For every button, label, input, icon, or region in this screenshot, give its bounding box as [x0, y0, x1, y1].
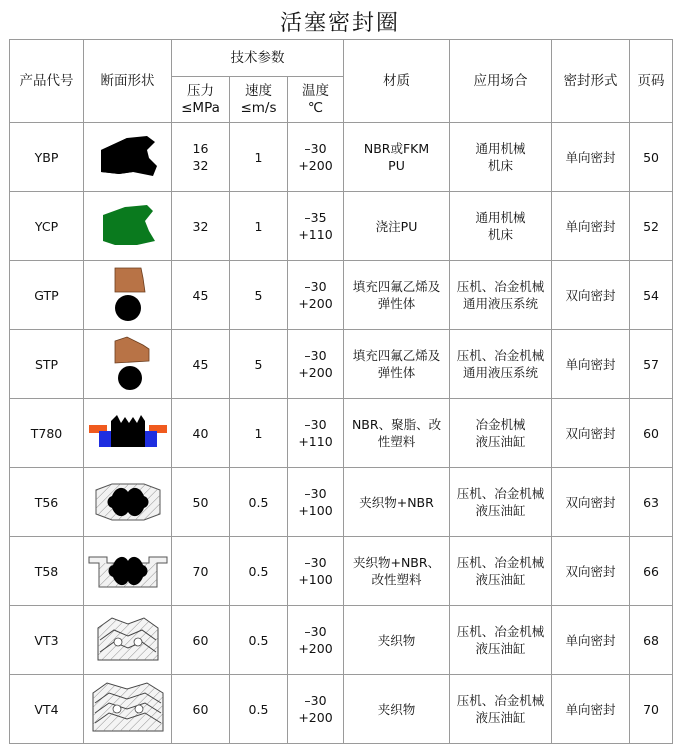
temp-cell: –30 +100 [288, 537, 344, 606]
table-row [10, 261, 673, 330]
product-code: VT4 [10, 675, 84, 744]
product-code: YBP [10, 123, 84, 192]
product-code: T56 [10, 468, 84, 537]
table-row [10, 123, 673, 192]
material-cell: NBR、聚脂、改 性塑料 [344, 399, 450, 468]
page-cell: 68 [630, 606, 673, 675]
page-cell: 54 [630, 261, 673, 330]
page-cell: 63 [630, 468, 673, 537]
stp-profile-icon [84, 330, 172, 399]
material-cell: 填充四氟乙烯及 弹性体 [344, 330, 450, 399]
speed-cell: 0.5 [230, 675, 288, 744]
product-code: GTP [10, 261, 84, 330]
header-page: 页码 [630, 40, 673, 123]
page-cell: 70 [630, 675, 673, 744]
application-cell: 通用机械 机床 [450, 123, 552, 192]
header-speed: 速度 ≤m/s [230, 77, 288, 123]
t56-profile-icon [84, 468, 172, 537]
header-pressure: 压力 ≤MPa [172, 77, 230, 123]
header-tech: 技术参数 [172, 40, 344, 77]
pressure-cell: 45 [172, 261, 230, 330]
table-row [10, 675, 673, 744]
vt3-profile-icon [84, 606, 172, 675]
pressure-cell: 32 [172, 192, 230, 261]
application-cell: 压机、冶金机械 液压油缸 [450, 468, 552, 537]
application-cell: 压机、冶金机械 通用液压系统 [450, 261, 552, 330]
pressure-cell: 45 [172, 330, 230, 399]
seal-type-cell: 双向密封 [552, 537, 630, 606]
application-cell: 冶金机械 液压油缸 [450, 399, 552, 468]
table-row [10, 192, 673, 261]
piston-seal-table [9, 39, 673, 744]
ycp-profile-icon [84, 192, 172, 261]
vt4-profile-icon [84, 675, 172, 744]
product-code: YCP [10, 192, 84, 261]
seal-type-cell: 单向密封 [552, 192, 630, 261]
application-cell: 压机、冶金机械 液压油缸 [450, 675, 552, 744]
speed-cell: 5 [230, 330, 288, 399]
temp-cell: –30 +200 [288, 261, 344, 330]
product-code: T58 [10, 537, 84, 606]
material-cell: 填充四氟乙烯及 弹性体 [344, 261, 450, 330]
t58-profile-icon [84, 537, 172, 606]
header-code: 产品代号 [10, 40, 84, 123]
page-cell: 60 [630, 399, 673, 468]
pressure-cell: 16 32 [172, 123, 230, 192]
product-code: STP [10, 330, 84, 399]
product-code: VT3 [10, 606, 84, 675]
seal-type-cell: 双向密封 [552, 399, 630, 468]
page-cell: 57 [630, 330, 673, 399]
pressure-cell: 40 [172, 399, 230, 468]
speed-cell: 0.5 [230, 468, 288, 537]
seal-type-cell: 单向密封 [552, 330, 630, 399]
pressure-cell: 70 [172, 537, 230, 606]
table-row [10, 468, 673, 537]
material-cell: 夹织物 [344, 675, 450, 744]
material-cell: NBR或FKM PU [344, 123, 450, 192]
speed-cell: 0.5 [230, 537, 288, 606]
application-cell: 压机、冶金机械 液压油缸 [450, 537, 552, 606]
application-cell: 通用机械 机床 [450, 192, 552, 261]
table-row [10, 606, 673, 675]
temp-cell: –30 +100 [288, 468, 344, 537]
application-cell: 压机、冶金机械 通用液压系统 [450, 330, 552, 399]
temp-cell: –30 +110 [288, 399, 344, 468]
material-cell: 夹织物+NBR、 改性塑料 [344, 537, 450, 606]
seal-type-cell: 单向密封 [552, 675, 630, 744]
seal-type-cell: 单向密封 [552, 123, 630, 192]
t780-profile-icon [84, 399, 172, 468]
page-cell: 66 [630, 537, 673, 606]
header-material: 材质 [344, 40, 450, 123]
material-cell: 浇注PU [344, 192, 450, 261]
temp-cell: –30 +200 [288, 675, 344, 744]
gtp-profile-icon [84, 261, 172, 330]
header-temp: 温度 ℃ [288, 77, 344, 123]
temp-cell: –30 +200 [288, 606, 344, 675]
pressure-cell: 50 [172, 468, 230, 537]
table-row [10, 399, 673, 468]
pressure-cell: 60 [172, 675, 230, 744]
temp-cell: –35 +110 [288, 192, 344, 261]
table-row [10, 537, 673, 606]
header-seal-type: 密封形式 [552, 40, 630, 123]
temp-cell: –30 +200 [288, 123, 344, 192]
page-cell: 50 [630, 123, 673, 192]
pressure-cell: 60 [172, 606, 230, 675]
speed-cell: 1 [230, 192, 288, 261]
speed-cell: 0.5 [230, 606, 288, 675]
application-cell: 压机、冶金机械 液压油缸 [450, 606, 552, 675]
seal-type-cell: 双向密封 [552, 261, 630, 330]
header-shape: 断面形状 [84, 40, 172, 123]
material-cell: 夹织物+NBR [344, 468, 450, 537]
speed-cell: 1 [230, 123, 288, 192]
page-title: 活塞密封圈 [279, 11, 400, 36]
page-cell: 52 [630, 192, 673, 261]
seal-type-cell: 单向密封 [552, 606, 630, 675]
header-application: 应用场合 [450, 40, 552, 123]
seal-type-cell: 双向密封 [552, 468, 630, 537]
temp-cell: –30 +200 [288, 330, 344, 399]
speed-cell: 1 [230, 399, 288, 468]
table-row [10, 330, 673, 399]
ybp-profile-icon [84, 123, 172, 192]
material-cell: 夹织物 [344, 606, 450, 675]
speed-cell: 5 [230, 261, 288, 330]
product-code: T780 [10, 399, 84, 468]
